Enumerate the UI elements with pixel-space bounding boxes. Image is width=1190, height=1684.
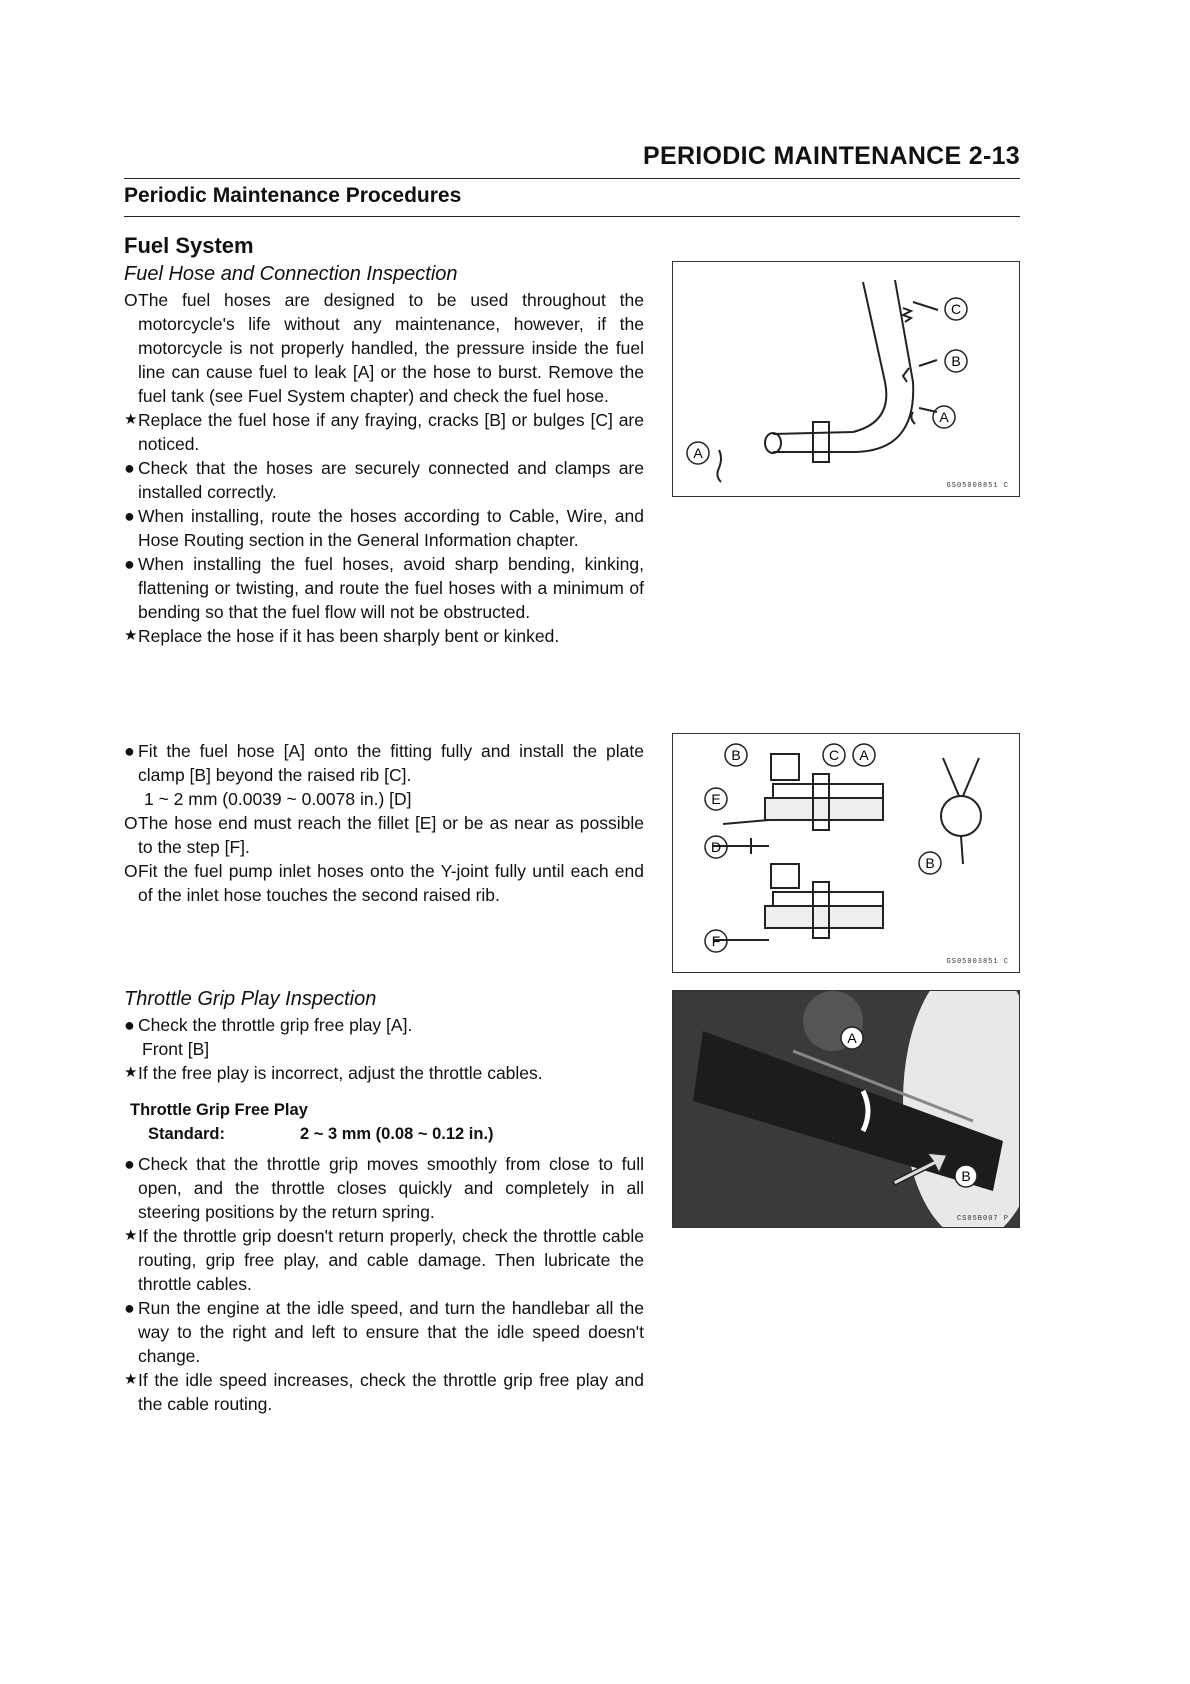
list-item <box>124 739 644 787</box>
callout-label-b <box>917 850 943 876</box>
list-item-text: Replace the fuel hose if any fraying, cracks [B] or bulges [C] are noticed. <box>138 410 644 454</box>
dot-bullet-icon: ● <box>124 506 135 526</box>
section-title: Periodic Maintenance Procedures <box>124 184 462 207</box>
list-item <box>124 1152 644 1224</box>
fuel-system-heading: Fuel System <box>124 233 254 258</box>
svg-text:B: B <box>951 353 961 369</box>
dot-bullet-icon: ● <box>124 1154 135 1174</box>
dot-bullet-icon: ● <box>124 554 135 574</box>
spec-value: 2 ~ 3 mm (0.08 ~ 0.12 in.) <box>300 1125 494 1143</box>
svg-text:B: B <box>925 855 935 871</box>
svg-text:GS05008851 C: GS05008851 C <box>946 482 1009 490</box>
list-item <box>124 624 644 648</box>
callout-label-a <box>839 1025 865 1051</box>
list-item-text: The hose end must reach the fillet [E] or be as near as possible to the step [F]. <box>138 813 644 857</box>
fuel-hose-subheading: Fuel Hose and Connection Inspection <box>124 263 458 285</box>
hollow-bullet-icon: O <box>124 290 138 310</box>
callout-label-b <box>953 1163 979 1189</box>
list-item-text: Fit the fuel hose [A] onto the fitting fully and install the plate clamp [B] beyond the raised rib [C]. <box>138 741 644 785</box>
callout-label-b <box>943 348 969 374</box>
throttle-grip-photo <box>672 990 1020 1228</box>
list-item-text: Front [B] <box>142 1039 210 1059</box>
list-item-text: Check the throttle grip free play [A]. <box>138 1015 413 1035</box>
figure-code <box>921 478 1011 490</box>
list-item-text: Check that the hoses are securely connected and clamps are installed correctly. <box>138 458 644 502</box>
callout-label-d <box>703 834 729 860</box>
callout-label-b <box>723 742 749 768</box>
callout-label-e <box>703 786 729 812</box>
callout-label-a <box>931 404 957 430</box>
list-item-text: 1 ~ 2 mm (0.0039 ~ 0.0078 in.) [D] <box>144 789 412 809</box>
svg-text:C: C <box>828 747 840 763</box>
callout-label-a <box>685 440 711 466</box>
hollow-bullet-icon: O <box>124 813 138 833</box>
svg-text:A: A <box>939 409 949 425</box>
hollow-bullet-icon: O <box>124 861 138 881</box>
callout-label-f <box>703 928 729 954</box>
figure-code <box>921 954 1011 966</box>
svg-text:A: A <box>693 445 703 461</box>
throttle-subheading: Throttle Grip Play Inspection <box>124 988 377 1010</box>
svg-text:C: C <box>950 301 962 317</box>
list-item <box>124 787 644 811</box>
star-bullet-icon: ★ <box>124 1064 138 1081</box>
list-item <box>124 288 644 408</box>
list-item-text: Check that the throttle grip moves smoothly from close to full open, and the throttle closes quickly and completely in all steering positions by the return spring. <box>138 1154 644 1222</box>
star-bullet-icon: ★ <box>124 1227 138 1244</box>
list-item-text: Replace the hose if it has been sharply bent or kinked. <box>138 626 560 646</box>
spec-label: Standard: <box>148 1125 226 1143</box>
svg-text:A: A <box>847 1030 857 1046</box>
svg-text:A: A <box>859 747 869 763</box>
svg-text:CS05B007 P: CS05B007 P <box>956 1215 1009 1223</box>
list-item <box>124 504 644 552</box>
svg-text:GS05003851 C: GS05003851 C <box>946 958 1009 966</box>
dot-bullet-icon: ● <box>124 1015 135 1035</box>
fuel-hose-figure <box>672 261 1020 497</box>
figure-code <box>931 1211 1011 1223</box>
hose-fitting-figure <box>672 733 1020 973</box>
list-item-text: If the free play is incorrect, adjust the throttle cables. <box>138 1063 543 1083</box>
list-item <box>124 811 644 859</box>
star-bullet-icon: ★ <box>124 627 138 644</box>
svg-text:E: E <box>711 791 721 807</box>
spec-title: Throttle Grip Free Play <box>130 1101 308 1119</box>
dot-bullet-icon: ● <box>124 741 135 761</box>
throttle-list <box>124 1013 644 1085</box>
list-item <box>124 1037 644 1061</box>
list-item-text: Run the engine at the idle speed, and turn the handlebar all the way to the right and left to ensure that the idle speed doesn't change. <box>138 1298 644 1366</box>
svg-text:D: D <box>710 839 722 855</box>
list-item <box>124 1368 644 1416</box>
list-item-text: Fit the fuel pump inlet hoses onto the Y-joint fully until each end of the inlet hose touches the second raised rib. <box>138 861 644 905</box>
star-bullet-icon: ★ <box>124 1371 138 1388</box>
list-item <box>124 1013 644 1037</box>
header-rule <box>124 178 1020 179</box>
list-item-text: If the idle speed increases, check the throttle grip free play and the cable routing. <box>138 1370 644 1414</box>
list-item-text: When installing the fuel hoses, avoid sharp bending, kinking, flattening or twisting, and route the fuel hoses with a minimum of bending so that the fuel flow will not be obstructed. <box>138 554 644 622</box>
list-item-text: When installing, route the hoses according to Cable, Wire, and Hose Routing section in the General Information chapter. <box>138 506 644 550</box>
list-item-text: The fuel hoses are designed to be used throughout the motorcycle's life without any maintenance, however, if the motorcycle is not properly handled, the pressure inside the fuel line can cause fuel to leak [A] or the hose to burst. Remove the fuel tank (see Fuel System chapter) and check the fuel hose. <box>138 290 644 406</box>
section-rule <box>124 216 1020 217</box>
callout-label-c <box>943 296 969 322</box>
list-item <box>124 1061 644 1085</box>
list-item <box>124 1224 644 1296</box>
list-item <box>124 859 644 907</box>
hose-fitting-list <box>124 739 644 907</box>
list-item <box>124 456 644 504</box>
throttle-list-2 <box>124 1152 644 1416</box>
callout-label-c <box>821 742 847 768</box>
callout-label-a <box>851 742 877 768</box>
fuel-hose-list <box>124 288 644 648</box>
dot-bullet-icon: ● <box>124 1298 135 1318</box>
list-item <box>124 552 644 624</box>
list-item <box>124 1296 644 1368</box>
svg-text:B: B <box>731 747 741 763</box>
list-item-text: If the throttle grip doesn't return properly, check the throttle cable routing, grip free play, and cable damage. Then lubricate the throttle cables. <box>138 1226 644 1294</box>
star-bullet-icon: ★ <box>124 411 138 428</box>
list-item <box>124 408 644 456</box>
svg-text:B: B <box>961 1168 971 1184</box>
dot-bullet-icon: ● <box>124 458 135 478</box>
page-header-title: PERIODIC MAINTENANCE 2-13 <box>643 142 1020 170</box>
svg-text:F: F <box>711 933 721 949</box>
